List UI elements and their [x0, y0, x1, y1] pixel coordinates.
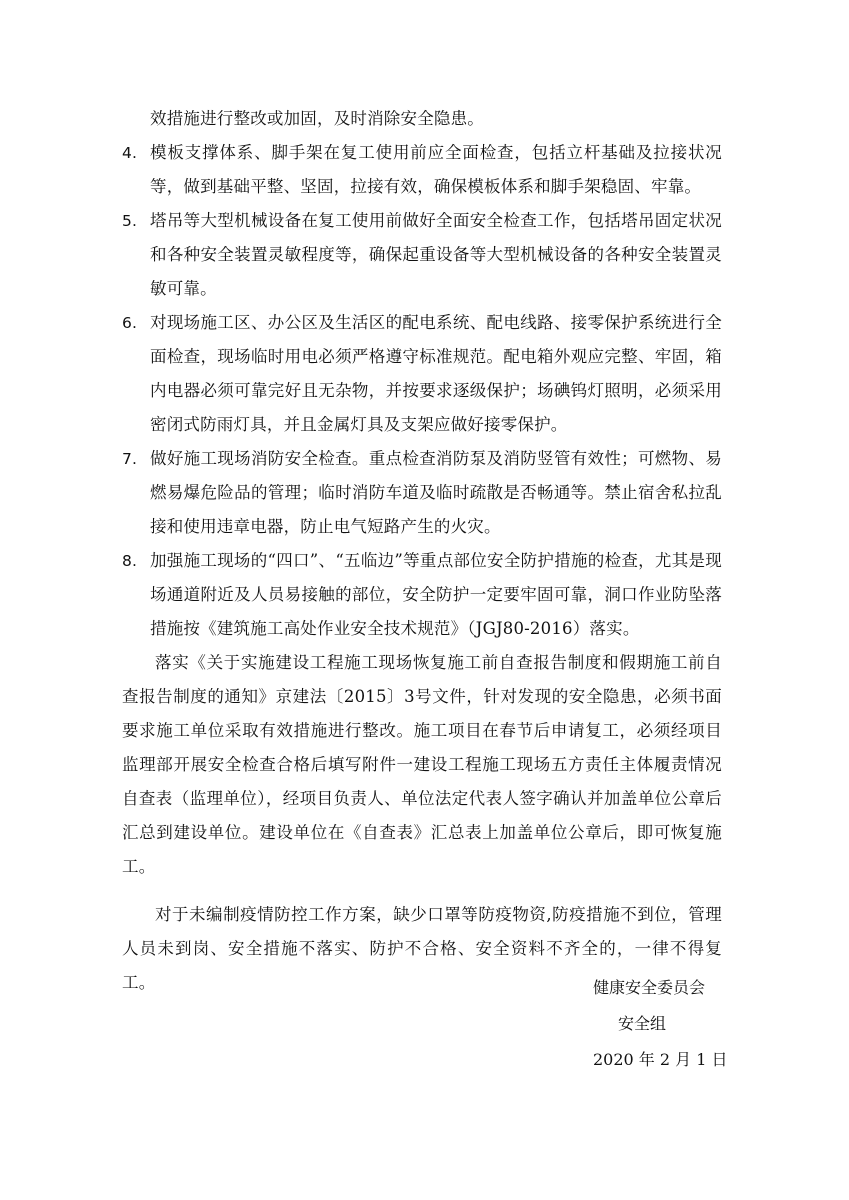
list-item-text: 对现场施工区、办公区及生活区的配电系统、配电线路、接零保护系统进行全面检查，现场临时用电必须严格遵守标准规范。配电箱外观应完整、牢固，箱内电器必须可靠完好且无杂物，并按要求逐级保护；场碘钨灯照明，必须采用密闭式防雨灯具，并且金属灯具及支架应做好接零保护。 — [150, 313, 722, 434]
list-item-4 — [122, 136, 722, 204]
body-paragraph-implementation: 落实《关于实施建设工程施工现场恢复施工前自查报告制度和假期施工前自查报告制度的通知》京建法〔2015〕3号文件，针对发现的安全隐患，必须书面要求施工单位采取有效措施进行整改。施工项目在春节后申请复工，必须经项目监理部开展安全检查合格后填写附件一建设工程施工现场五方责任主体履责情况自查表（监理单位），经项目负责人、单位法定代表人签字确认并加盖单位公章后汇总到建设单位。建设单位在《自查表》汇总表上加盖单位公章后，即可恢复施工。 — [122, 653, 722, 876]
list-number: 7. — [122, 450, 138, 468]
signature-organization: 健康安全委员会 — [593, 978, 706, 997]
list-item-8 — [122, 544, 722, 646]
list-number: 6. — [122, 314, 138, 332]
list-item-7 — [122, 442, 722, 544]
list-item-6 — [122, 306, 722, 442]
signature-group: 安全组 — [618, 1014, 667, 1033]
list-item-text: 做好施工现场消防安全检查。重点检查消防泵及消防竖管有效性；可燃物、易燃易爆危险品的管理；临时消防车道及临时疏散是否畅通等。禁止宿舍私拉乱接和使用违章电器，防止电气短路产生的火灾。 — [150, 449, 722, 536]
continuation-line: 效措施进行整改或加固，及时消除安全隐患。 — [150, 109, 484, 128]
list-number: 4. — [122, 144, 138, 162]
list-item-text: 塔吊等大型机械设备在复工使用前做好全面安全检查工作，包括塔吊固定状况和各种安全装置灵敏程度等，确保起重设备等大型机械设备的各种安全装置灵敏可靠。 — [150, 211, 722, 298]
list-item-text: 模板支撑体系、脚手架在复工使用前应全面检查，包括立杆基础及拉接状况等，做到基础平整、坚固，拉接有效，确保模板体系和脚手架稳固、牢靠。 — [150, 143, 722, 196]
signature-date: 2020 年 2 月 1 日 — [593, 1050, 728, 1069]
list-item-text: 加强施工现场的“四口”、“五临边”等重点部位安全防护措施的检查，尤其是现场通道附近及人员易接触的部位，安全防护一定要牢固可靠，洞口作业防坠落措施按《建筑施工高处作业安全技术规范》（JGJ80-2016）落实。 — [150, 551, 722, 638]
document-body — [122, 102, 722, 1000]
body-paragraph-restriction: 对于未编制疫情防控工作方案，缺少口罩等防疫物资,防疫措施不到位，管理人员未到岗、安全措施不落实、防护不合格、安全资料不齐全的，一律不得复工。 — [122, 905, 722, 992]
list-item-5 — [122, 204, 722, 306]
list-number: 8. — [122, 552, 138, 570]
list-number: 5. — [122, 212, 138, 230]
